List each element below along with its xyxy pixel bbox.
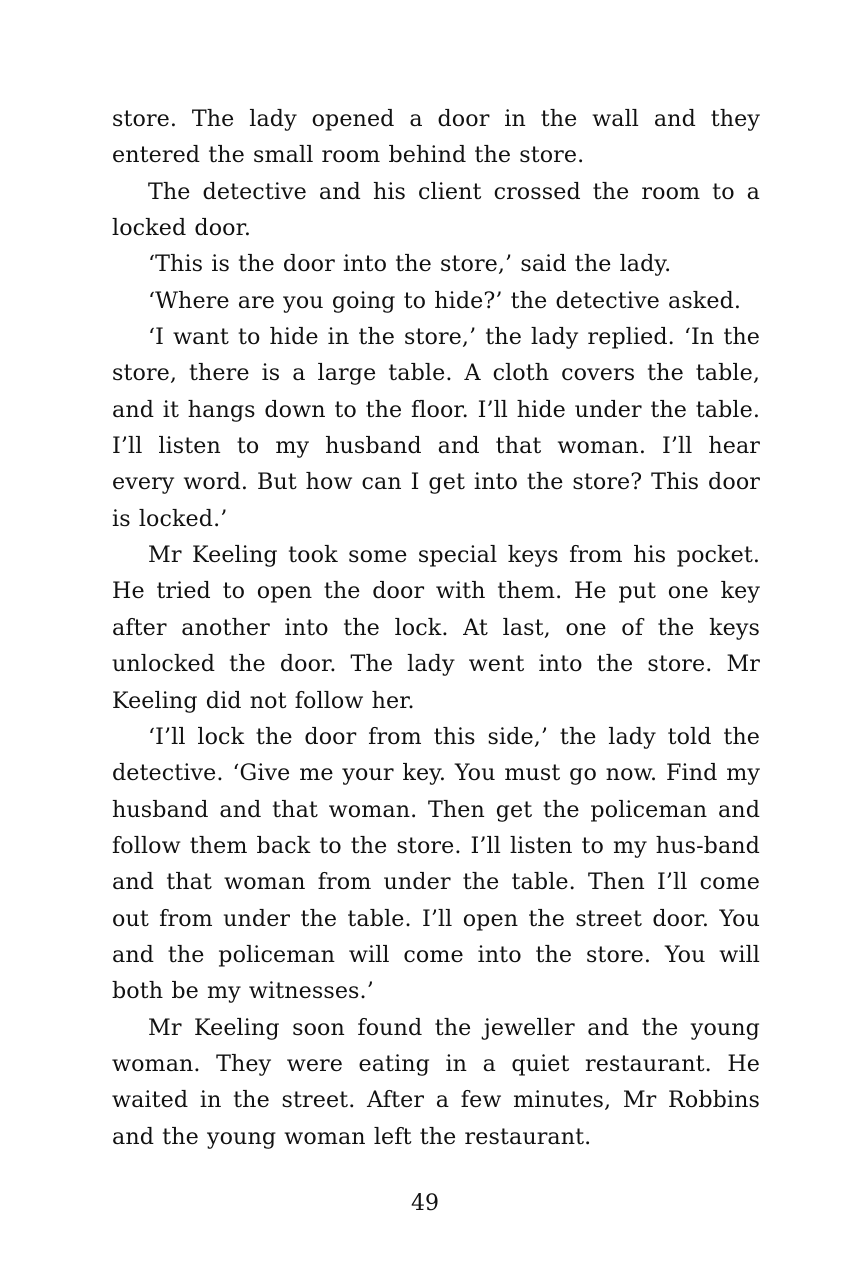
paragraph-6: Mr Keeling took some special keys from his pocket. He tried to open the door with them. He put one key after another into the lock. At last, one of the keys unlocked the door. The lady went into the store. Mr Keeling did not follow her. <box>112 542 760 714</box>
page-number: 49 <box>411 1191 439 1216</box>
paragraph-7: ‘I’ll lock the door from this side,’ the lady told the detective. ‘Give me your key. You must go now. Find my husband and that woman. Then get the policeman and follow them back to the store. I’ll listen to my hus-band and that woman from under the table. Then I’ll come out from under the table. I’ll open the street door. You and the policeman will come into the store. You will both be my witnesses.’ <box>112 723 760 1005</box>
paragraph-5: ‘I want to hide in the store,’ the lady replied. ‘In the store, there is a large table. A cloth covers the table, and it hangs down to the floor. I’ll hide under the table. I’ll listen to my husband and that woman. I’ll hear every word. But how can I get into the store? This door is locked.’ <box>112 324 760 532</box>
paragraph-3: ‘This is the door into the store,’ said the lady. <box>148 251 672 278</box>
paragraph-4: ‘Where are you going to hide?’ the detective asked. <box>148 287 742 314</box>
paragraph-8: Mr Keeling soon found the jeweller and the young woman. They were eating in a quiet restaurant. He waited in the street. After a few minutes, Mr Robbins and the young woman left the restaurant. <box>112 1014 760 1150</box>
paragraph-2: The detective and his client crossed the room to a locked door. <box>112 178 760 242</box>
paragraph-1: store. The lady opened a door in the wall and they entered the small room behind the store. <box>112 106 760 169</box>
body-text <box>112 101 760 1155</box>
